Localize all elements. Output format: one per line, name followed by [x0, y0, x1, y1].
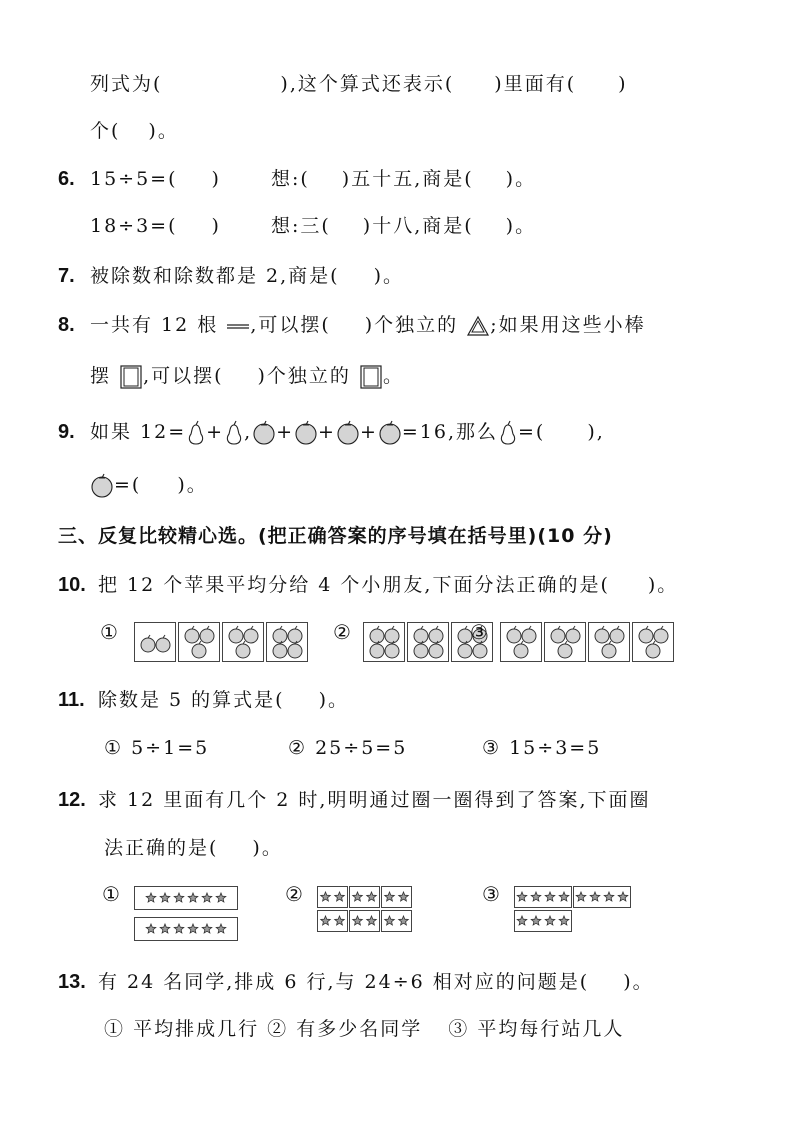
- q9-comma: ,: [244, 421, 253, 443]
- apple-group-box: [500, 622, 542, 662]
- apple-icon: [179, 623, 219, 661]
- q11-option-1-label: ①: [104, 737, 124, 759]
- apple-group-box: [134, 622, 176, 662]
- star-group-box: [514, 910, 572, 932]
- q9-line-1: [58, 420, 605, 446]
- square-icon: [119, 364, 143, 390]
- q5-text-b: ),这个算式还表示(: [280, 73, 455, 95]
- q11-option-2-label: ②: [288, 737, 308, 759]
- star-icon: [382, 911, 410, 930]
- q9-text-a: 如果 12=: [90, 421, 187, 443]
- star-group-box: [573, 886, 631, 908]
- q12-text-b: 法正确的是(: [104, 837, 219, 859]
- q6-row1-think-c: )。: [505, 168, 537, 190]
- q13-option-2[interactable]: [267, 1018, 422, 1040]
- star-group-box: [134, 886, 238, 910]
- q8-text-e: 摆: [90, 365, 112, 387]
- apple-icon: [633, 623, 673, 661]
- q12-option-1-label: ①: [102, 882, 120, 906]
- star-icon: [318, 887, 346, 906]
- q10-option-3-label: ③: [470, 620, 488, 644]
- q9-plus: +: [359, 421, 378, 443]
- q13-text-a: 有 24 名同学,排成 6 行,与 24÷6 相对应的问题是(: [98, 971, 590, 993]
- q12-options: [100, 882, 660, 946]
- apple-icon: [223, 623, 263, 661]
- q10-options: [100, 620, 700, 664]
- q13-number: 13.: [58, 971, 86, 993]
- q10-line: [58, 573, 678, 597]
- q8-number: 8.: [58, 314, 75, 336]
- q12-text-a: 求 12 里面有几个 2 时,明明通过圈一圈得到了答案,下面圈: [98, 789, 651, 811]
- q7-line: [58, 264, 404, 288]
- star-icon: [382, 887, 410, 906]
- apple-icon: [378, 420, 402, 446]
- q5-text-d: ): [618, 73, 628, 95]
- q13-option-3-label: ③: [448, 1018, 470, 1040]
- apple-group-box: [632, 622, 674, 662]
- q9-number: 9.: [58, 421, 75, 443]
- apple-group-box: [363, 622, 405, 662]
- star-group-box: [514, 886, 572, 908]
- apple-icon: [90, 473, 114, 499]
- q9-eq-open: =(: [518, 421, 546, 443]
- q9-text-c: )。: [177, 474, 208, 496]
- square-icon: [359, 364, 383, 390]
- q6-row-2: [90, 214, 536, 238]
- apple-icon: [135, 623, 175, 661]
- q6-row1-think-a: 想:(: [270, 168, 310, 190]
- star-group-box: [381, 886, 412, 908]
- q7-text-a: 被除数和除数都是 2,商是(: [90, 265, 340, 287]
- q6-number: 6.: [58, 168, 75, 190]
- apple-group-box: [407, 622, 449, 662]
- q6-row1-think-b: )五十五,商是(: [341, 168, 474, 190]
- star-icon: [574, 887, 629, 906]
- q8-text-f: ,可以摆(: [143, 365, 224, 387]
- q13-line: [58, 970, 654, 994]
- q9-plus: +: [206, 421, 225, 443]
- q11-text-a: 除数是 5 的算式是(: [98, 689, 285, 711]
- q11-option-3-label: ③: [482, 737, 502, 759]
- q13-option-2-label: ②: [267, 1018, 289, 1040]
- star-icon: [515, 911, 570, 930]
- q11-option-3[interactable]: [482, 736, 601, 760]
- star-group-box: [349, 910, 380, 932]
- q8-line-1: [58, 313, 646, 337]
- q12-number: 12.: [58, 789, 86, 811]
- q5-text-c: )里面有(: [494, 73, 577, 95]
- q11-option-3-expr: 15÷3=5: [509, 737, 602, 759]
- pear-icon: [224, 420, 244, 446]
- star-group-box: [381, 910, 412, 932]
- q10-text-a: 把 12 个苹果平均分给 4 个小朋友,下面分法正确的是(: [98, 574, 610, 596]
- apple-icon: [545, 623, 585, 661]
- q5-line-1: [90, 72, 628, 96]
- apple-group-box: [588, 622, 630, 662]
- q11-option-2[interactable]: [288, 736, 407, 760]
- q7-number: 7.: [58, 265, 75, 287]
- star-group-box: [349, 886, 380, 908]
- q6-row-1: [58, 167, 536, 191]
- star-icon: [515, 887, 570, 906]
- q9-eq16: =16,那么: [401, 421, 499, 443]
- star-icon: [135, 918, 236, 939]
- q13-option-1[interactable]: [104, 1018, 259, 1040]
- star-icon: [135, 887, 236, 908]
- pear-icon: [186, 420, 206, 446]
- star-group-box: [134, 917, 238, 941]
- q9-line-2: [90, 473, 208, 499]
- q9-close-comma: ),: [587, 421, 605, 443]
- q8-text-g: )个独立的: [257, 365, 351, 387]
- q11-option-1[interactable]: [104, 736, 209, 760]
- star-group-box: [317, 886, 348, 908]
- q10-text-b: )。: [647, 574, 679, 596]
- q8-text-a: 一共有 12 根: [90, 314, 219, 336]
- triangle-icon: [466, 315, 490, 337]
- q13-option-3[interactable]: [448, 1018, 624, 1040]
- apple-icon: [252, 420, 276, 446]
- q5-text-e: 个(: [90, 120, 121, 142]
- q10-number: 10.: [58, 574, 86, 596]
- q6-row2-think-c: )。: [505, 215, 537, 237]
- star-icon: [350, 887, 378, 906]
- q13-option-1-text: 平均排成几行: [133, 1018, 260, 1040]
- q11-option-2-expr: 25÷5=5: [315, 737, 408, 759]
- q12-option-3-label: ③: [482, 882, 500, 906]
- q13-option-2-text: 有多少名同学: [296, 1018, 423, 1040]
- apple-group-box: [266, 622, 308, 662]
- q12-line-2: [104, 836, 283, 860]
- q12-text-c: )。: [252, 837, 283, 859]
- q5-line-2: [90, 119, 179, 143]
- q8-text-d: ;如果用这些小棒: [490, 314, 646, 336]
- q8-text-c: )个独立的: [364, 314, 459, 336]
- apple-icon: [501, 623, 541, 661]
- q7-text-b: )。: [373, 265, 405, 287]
- q6-row2-close: ): [211, 215, 221, 237]
- apple-icon: [267, 623, 307, 661]
- apple-group-box: [544, 622, 586, 662]
- q11-line: [58, 688, 349, 712]
- apple-icon: [294, 420, 318, 446]
- apple-icon: [364, 623, 404, 661]
- apple-icon: [336, 420, 360, 446]
- apple-group-box: [222, 622, 264, 662]
- q12-line-1: [58, 788, 651, 812]
- q8-text-b: ,可以摆(: [250, 314, 331, 336]
- q13-option-3-text: 平均每行站几人: [477, 1018, 625, 1040]
- q6-row1-expr: 15÷5=(: [90, 168, 178, 190]
- q11-option-1-expr: 5÷1=5: [131, 737, 210, 759]
- pear-icon: [498, 420, 518, 446]
- q9-text-b: =(: [114, 474, 142, 496]
- q11-text-b: )。: [318, 689, 350, 711]
- q9-plus: +: [276, 421, 295, 443]
- q10-option-2-label: ②: [333, 620, 351, 644]
- q6-row2-expr: 18÷3=(: [90, 215, 178, 237]
- section-3-title: 三、反复比较精心选。(把正确答案的序号填在括号里)(10 分): [58, 525, 613, 547]
- q13-options: [104, 1017, 624, 1041]
- apple-icon: [408, 623, 448, 661]
- q5-text-f: )。: [148, 120, 179, 142]
- q10-option-1-label: ①: [100, 620, 118, 644]
- q8-line-2: [90, 364, 404, 390]
- stick-icon: [226, 321, 250, 331]
- q13-text-b: )。: [623, 971, 654, 993]
- star-icon: [350, 911, 378, 930]
- q8-text-h: 。: [382, 365, 404, 387]
- q5-text-a: 列式为(: [90, 73, 163, 95]
- q11-number: 11.: [58, 689, 85, 711]
- apple-group-box: [178, 622, 220, 662]
- star-icon: [318, 911, 346, 930]
- q9-plus: +: [318, 421, 336, 443]
- q13-option-1-label: ①: [104, 1018, 126, 1040]
- q6-row2-think-b: )十八,商是(: [362, 215, 474, 237]
- q6-row1-close: ): [211, 168, 221, 190]
- star-group-box: [317, 910, 348, 932]
- apple-icon: [589, 623, 629, 661]
- q12-option-2-label: ②: [285, 882, 303, 906]
- q6-row2-think-a: 想:三(: [270, 215, 331, 237]
